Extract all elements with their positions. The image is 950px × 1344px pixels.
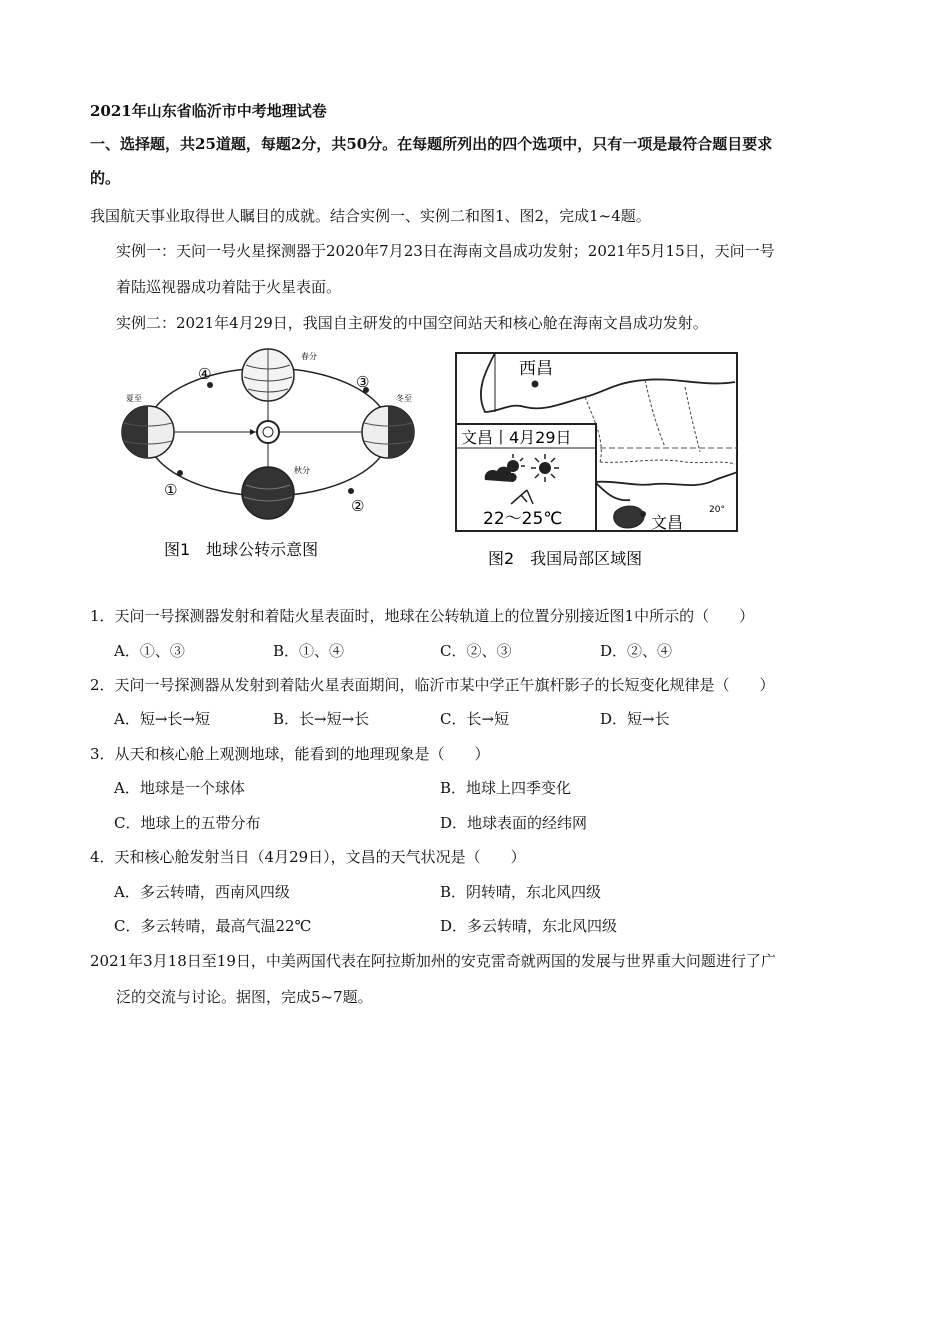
weather-header: 文昌丨4月29日 bbox=[461, 428, 572, 447]
question-3-option-a[interactable]: A．地球是一个球体 bbox=[114, 779, 245, 797]
question-1-option-d[interactable]: D．②、④ bbox=[600, 642, 673, 660]
paper-title: 2021年山东省临沂市中考地理试卷 bbox=[90, 102, 327, 120]
question-1-option-b[interactable]: B．①、④ bbox=[273, 642, 345, 660]
example-two-text: 实例二：2021年4月29日，我国自主研发的中国空间站天和核心舱在海南文昌成功发射。 bbox=[116, 314, 708, 332]
question-3-option-d[interactable]: D．地球表面的经纬网 bbox=[440, 814, 588, 832]
marker-3: ③ bbox=[356, 373, 370, 391]
question-1-option-c[interactable]: C．②、③ bbox=[440, 642, 512, 660]
regional-map bbox=[455, 352, 740, 580]
question-4-option-b[interactable]: B．阴转晴，东北风四级 bbox=[440, 883, 602, 901]
earth-right-icon bbox=[362, 406, 414, 458]
next-section-intro-cont: 泛的交流与讨论。据图，完成5~7题。 bbox=[116, 988, 373, 1006]
figure-1 bbox=[118, 345, 428, 580]
sun-icon bbox=[257, 421, 279, 443]
label-autumn: 秋分 bbox=[294, 466, 310, 475]
marker-2: ② bbox=[351, 497, 365, 515]
question-2-option-a[interactable]: A．短→长→短 bbox=[114, 710, 210, 728]
example-one-text-cont: 着陆巡视器成功着陆于火星表面。 bbox=[116, 278, 342, 296]
question-2-option-b[interactable]: B．长→短→长 bbox=[273, 710, 370, 728]
figure-2-caption: 图2 我国局部区域图 bbox=[488, 549, 643, 568]
question-3-option-b[interactable]: B．地球上四季变化 bbox=[440, 779, 572, 797]
question-3-stem: 3．从天和核心舱上观测地球，能看到的地理现象是（ ） bbox=[90, 745, 490, 763]
question-4-option-d[interactable]: D．多云转晴，东北风四级 bbox=[440, 917, 618, 935]
question-4-option-a[interactable]: A．多云转晴，西南风四级 bbox=[114, 883, 290, 901]
figure-1-caption: 图1 地球公转示意图 bbox=[164, 540, 319, 559]
question-3-option-c[interactable]: C．地球上的五带分布 bbox=[114, 814, 261, 832]
question-1-option-a[interactable]: A．①、③ bbox=[114, 642, 185, 660]
question-2-stem: 2．天问一号探测器从发射到着陆火星表面期间，临沂市某中学正午旗杆影子的长短变化规律是（ ） bbox=[90, 676, 775, 694]
city-wenchang-label: 文昌 bbox=[651, 513, 684, 532]
label-winter: 冬至 bbox=[396, 394, 412, 403]
earth-bottom-icon bbox=[242, 467, 294, 519]
section-heading: 一、选择题，共25道题，每题2分，共50分。在每题所列出的四个选项中，只有一项是最符合题目要求 bbox=[90, 135, 773, 153]
label-spring: 春分 bbox=[301, 352, 317, 361]
latitude-label: 20° bbox=[709, 505, 725, 515]
sunny-icon bbox=[531, 454, 559, 482]
figure-2 bbox=[455, 352, 740, 580]
question-4-option-c[interactable]: C．多云转晴，最高气温22℃ bbox=[114, 917, 312, 935]
question-2-option-c[interactable]: C．长→短 bbox=[440, 710, 510, 728]
question-2-option-d[interactable]: D．短→长 bbox=[600, 710, 670, 728]
temperature-range: 22～25℃ bbox=[483, 509, 563, 529]
marker-4: ④ bbox=[198, 365, 212, 383]
earth-orbit-diagram bbox=[118, 345, 428, 580]
next-section-intro: 2021年3月18日至19日，中美两国代表在阿拉斯加州的安克雷奇就两国的发展与世界重大问题进行了广 bbox=[90, 952, 776, 970]
section-heading-cont: 的。 bbox=[90, 169, 121, 187]
earth-top-icon bbox=[242, 349, 294, 401]
example-one-text: 实例一：天问一号火星探测器于2020年7月23日在海南文昌成功发射；2021年5月15日，天问一号 bbox=[116, 242, 775, 260]
intro-text: 我国航天事业取得世人瞩目的成就。结合实例一、实例二和图1、图2，完成1~4题。 bbox=[90, 207, 651, 225]
question-1-stem: 1．天问一号探测器发射和着陆火星表面时，地球在公转轨道上的位置分别接近图1中所示的（ ） bbox=[90, 607, 755, 625]
label-summer: 夏至 bbox=[126, 394, 142, 403]
marker-1: ① bbox=[164, 481, 178, 499]
city-xichang-label: 西昌 bbox=[519, 359, 553, 379]
question-4-stem: 4．天和核心舱发射当日（4月29日），文昌的天气状况是（ ） bbox=[90, 848, 526, 866]
earth-left-icon bbox=[122, 406, 174, 458]
